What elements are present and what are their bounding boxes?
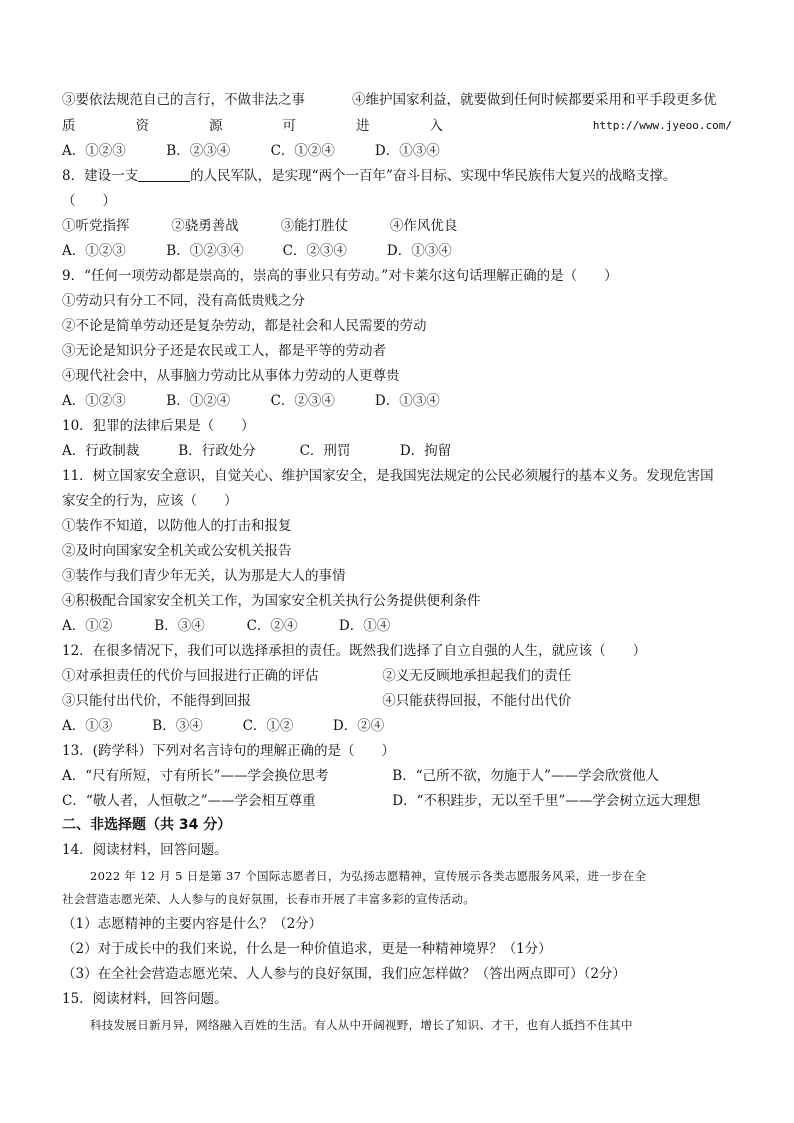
option-c[interactable]: C．①② bbox=[242, 718, 294, 734]
source-url: http://www.jyeoo.com/ bbox=[592, 119, 732, 132]
option-d[interactable]: D．①③④ bbox=[374, 393, 440, 409]
q8-stem-post: 的人民军队，是实现“两个一百年”奋斗目标、实现中华民族伟大复兴的战略支撑。 bbox=[190, 168, 677, 184]
option-c[interactable]: C．②③④ bbox=[282, 243, 347, 259]
q7-statements bbox=[62, 90, 732, 110]
option-b[interactable]: B．行政处分 bbox=[178, 443, 256, 459]
q9-item-4: ④现代社会中，从事脑力劳动比从事体力劳动的人更尊贵 bbox=[62, 368, 400, 384]
option-d[interactable]: D．②④ bbox=[332, 718, 385, 734]
option-a[interactable]: A．①② bbox=[62, 618, 113, 634]
q7-statement-4-cont bbox=[62, 116, 732, 136]
q8-item-2: ②骁勇善战 bbox=[171, 218, 239, 234]
q9-item-2: ②不论是简单劳动还是复杂劳动，都是社会和人民需要的劳动 bbox=[62, 318, 427, 334]
q7-options bbox=[62, 141, 732, 161]
q7-char: 源 bbox=[208, 118, 223, 134]
q14-material-line1: 2022 年 12 月 5 日是第 37 个国际志愿者日，为弘扬志愿精神，宣传展示各类志愿服务风采，进一步在全 bbox=[90, 869, 647, 883]
option-d[interactable]: D．①③④ bbox=[386, 243, 452, 259]
q7-char: 质 bbox=[62, 118, 76, 134]
option-d[interactable]: D．拘留 bbox=[399, 443, 452, 459]
option-a[interactable]: A．①②③ bbox=[62, 393, 126, 409]
q7-statement-3: ③要依法规范自己的言行，不做非法之事 bbox=[62, 92, 305, 108]
q11-item-1: ①装作不知道，以防他人的打击和报复 bbox=[62, 518, 292, 534]
q7-char: 入 bbox=[429, 118, 443, 134]
q8-item-4: ④作风优良 bbox=[389, 218, 458, 234]
option-a[interactable]: A．①②③ bbox=[62, 143, 126, 159]
q8-options bbox=[62, 241, 732, 261]
option-b[interactable]: B．③④ bbox=[152, 718, 203, 734]
option-b[interactable]: B．①②④ bbox=[166, 393, 231, 409]
q14-sub-3: （3）在全社会营造志愿光荣、人人参与的良好氛围，我们应怎样做？（答出两点即可）（2分） bbox=[62, 966, 626, 982]
option-b[interactable]: B．②③④ bbox=[166, 143, 231, 159]
q7-char: 可 bbox=[282, 118, 296, 134]
q11-item-3: ③装作与我们青少年无关，认为那是大人的事情 bbox=[62, 568, 346, 584]
option-a[interactable]: A．①②③ bbox=[62, 243, 126, 259]
q8-paren: （ ） bbox=[62, 193, 116, 209]
q12-item-4: ④只能获得回报，不能付出代价 bbox=[382, 693, 572, 709]
q11-item-2: ②及时向国家安全机关或公安机关报告 bbox=[62, 543, 292, 559]
q8-item-3: ③能打胜仗 bbox=[280, 218, 349, 234]
option-c[interactable]: C．①②④ bbox=[270, 143, 335, 159]
option-b[interactable]: B．①②③④ bbox=[166, 243, 244, 259]
q7-statement-4: ④维护国家利益，就要做到任何时候都要采用和平手段更多优 bbox=[352, 92, 717, 108]
q9-item-1: ①劳动只有分工不同，没有高低贵贱之分 bbox=[62, 293, 305, 309]
option-c[interactable]: C．“敬人者，人恒敬之”——学会相互尊重 bbox=[62, 793, 316, 809]
q8-items bbox=[62, 216, 732, 236]
q14-sub-2: （2）对于成长中的我们来说，什么是一种价值追求，更是一种精神境界？（1分） bbox=[62, 941, 552, 957]
q12-items-row2 bbox=[62, 691, 732, 711]
q13-options-row1 bbox=[62, 766, 732, 786]
q14-material-line2: 社会营造志愿光荣、人人参与的良好氛围，长春市开展了丰富多彩的宣传活动。 bbox=[62, 892, 475, 906]
q11-stem-line2: 家安全的行为，应该（ ） bbox=[62, 493, 238, 509]
option-b[interactable]: B．“己所不欲，勿施于人”——学会欣赏他人 bbox=[392, 768, 660, 784]
fill-blank bbox=[138, 167, 190, 182]
q9-item-3: ③无论是知识分子还是农民或工人，都是平等的劳动者 bbox=[62, 343, 386, 359]
q13-options-row2 bbox=[62, 791, 732, 811]
option-a[interactable]: A．①③ bbox=[62, 718, 113, 734]
option-d[interactable]: D．“不积跬步，无以至千里”——学会树立远大理想 bbox=[392, 793, 701, 809]
q12-options bbox=[62, 716, 732, 736]
q11-stem-line1: 11．树立国家安全意识，自觉关心、维护国家安全，是我国宪法规定的公民必须履行的基本义务。发现危害国 bbox=[62, 468, 714, 484]
option-a[interactable]: A．“尺有所短，寸有所长”——学会换位思考 bbox=[62, 768, 329, 784]
q15-material-line1: 科技发展日新月异，网络融入百姓的生活。有人从中开阔视野，增长了知识、才干，也有人抵挡不住其中 bbox=[90, 1018, 633, 1032]
option-b[interactable]: B．③④ bbox=[154, 618, 205, 634]
q7-char: 资 bbox=[135, 118, 149, 134]
q12-item-3: ③只能付出代价，不能得到回报 bbox=[62, 693, 251, 709]
q9-stem: 9．“任何一项劳动都是崇高的，崇高的事业只有劳动。”对卡莱尔这句话理解正确的是（ ） bbox=[62, 268, 618, 284]
q9-options bbox=[62, 391, 732, 411]
q8-stem bbox=[62, 166, 732, 186]
q8-stem-pre: 8．建设一支 bbox=[62, 168, 139, 184]
option-a[interactable]: A．行政制裁 bbox=[62, 443, 140, 459]
q8-item-1: ①听党指挥 bbox=[62, 218, 130, 234]
option-c[interactable]: C．②③④ bbox=[270, 393, 335, 409]
q15-stem: 15．阅读材料，回答问题。 bbox=[62, 991, 228, 1007]
section-heading: 二、非选择题（共 34 分） bbox=[62, 817, 232, 833]
option-c[interactable]: C．刑罚 bbox=[299, 443, 351, 459]
q7-char: 进 bbox=[355, 118, 370, 134]
q12-item-1: ①对承担责任的代价与回报进行正确的评估 bbox=[62, 668, 319, 684]
q11-options bbox=[62, 616, 732, 636]
q12-stem: 12．在很多情况下，我们可以选择承担的责任。既然我们选择了自立自强的人生，就应该（ ） bbox=[62, 643, 647, 659]
q10-stem: 10．犯罪的法律后果是（ ） bbox=[62, 418, 255, 434]
option-c[interactable]: C．②④ bbox=[246, 618, 298, 634]
q11-item-4: ④积极配合国家安全机关工作，为国家安全机关执行公务提供便利条件 bbox=[62, 593, 481, 609]
q14-sub-1: （1）志愿精神的主要内容是什么？（2分） bbox=[62, 916, 323, 932]
q12-items-row1 bbox=[62, 666, 732, 686]
q14-stem: 14．阅读材料，回答问题。 bbox=[62, 842, 228, 858]
q12-item-2: ②义无反顾地承担起我们的责任 bbox=[382, 668, 572, 684]
q13-stem: 13．(跨学科）下列对名言诗句的理解正确的是（ ） bbox=[62, 743, 395, 759]
option-d[interactable]: D．①③④ bbox=[374, 143, 440, 159]
q10-options bbox=[62, 441, 732, 461]
option-d[interactable]: D．①④ bbox=[338, 618, 391, 634]
